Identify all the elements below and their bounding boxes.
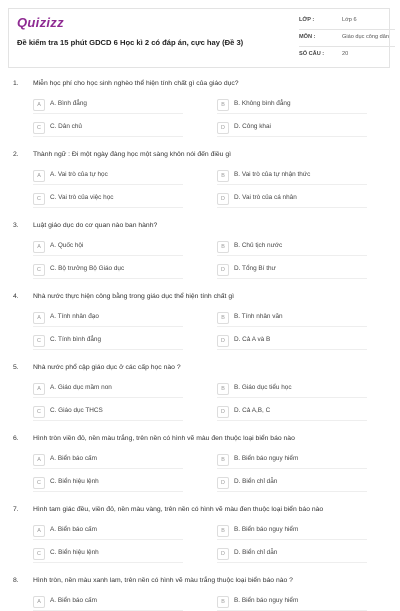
option-text: B. Biển báo nguy hiểm xyxy=(234,597,299,604)
option-text: B. Chủ tịch nước xyxy=(234,242,283,249)
question-number: 3. xyxy=(13,222,19,229)
question-text: Nhà nước phổ cập giáo dục ở các cấp học nào ? xyxy=(33,364,181,371)
option-underline xyxy=(217,468,367,469)
option-letter-box: B xyxy=(217,596,229,608)
question-number: 5. xyxy=(13,364,19,371)
option-underline xyxy=(217,326,367,327)
count-value: 20 xyxy=(342,51,349,57)
option-text: B. Không bình đẳng xyxy=(234,100,291,107)
question-text: Hình tam giác đều, viền đỏ, nền màu vàng, trên nền có hình vẽ màu đen thuộc loại biển báo nào xyxy=(33,506,324,513)
option-letter-box: C xyxy=(33,406,45,418)
option-text: D. Công khai xyxy=(234,123,271,130)
option-underline xyxy=(217,255,367,256)
option-underline xyxy=(217,278,367,279)
option-underline xyxy=(33,326,183,327)
option-underline xyxy=(33,113,183,114)
option-letter-box: B xyxy=(217,454,229,466)
class-label: LỚP : xyxy=(299,17,315,23)
option-text: C. Tính bình đẳng xyxy=(50,336,102,343)
option-letter-box: C xyxy=(33,477,45,489)
option-letter-box: A xyxy=(33,525,45,537)
option-letter-box: C xyxy=(33,548,45,560)
option-letter-box: C xyxy=(33,335,45,347)
option-text: D. Cả A và B xyxy=(234,336,271,343)
question-number: 2. xyxy=(13,151,19,158)
option-underline xyxy=(217,207,367,208)
option-text: A. Giáo dục mầm non xyxy=(50,384,112,391)
option-underline xyxy=(33,207,183,208)
option-text: B. Giáo dục tiểu học xyxy=(234,384,292,391)
question-text: Hình tròn, nền màu xanh lam, trên nền có hình vẽ màu trắng thuộc loại biển báo nào ? xyxy=(33,577,293,584)
option-text: A. Quốc hội xyxy=(50,242,84,249)
option-letter-box: B xyxy=(217,383,229,395)
question-number: 8. xyxy=(13,577,19,584)
question-text: Miễn học phí cho học sinh nghèo thể hiện tính chất gì của giáo dục? xyxy=(33,80,239,87)
option-underline xyxy=(217,113,367,114)
option-text: D. Cả A,B, C xyxy=(234,407,271,414)
option-underline xyxy=(33,420,183,421)
document-header xyxy=(8,8,390,68)
option-text: B. Biển báo nguy hiểm xyxy=(234,455,299,462)
option-letter-box: D xyxy=(217,335,229,347)
option-text: B. Biển báo nguy hiểm xyxy=(234,526,299,533)
option-underline xyxy=(33,539,183,540)
option-text: C. Dân chủ xyxy=(50,123,82,130)
option-letter-box: D xyxy=(217,406,229,418)
document-title: Đề kiểm tra 15 phút GDCD 6 Học kì 2 có đáp án, cực hay (Đề 3) xyxy=(17,38,244,47)
subject-value: Giáo dục công dân xyxy=(342,34,389,40)
count-label: SỐ CÂU : xyxy=(299,51,325,57)
option-text: C. Biển hiệu lệnh xyxy=(50,549,99,556)
option-letter-box: B xyxy=(217,525,229,537)
option-letter-box: B xyxy=(217,170,229,182)
option-letter-box: B xyxy=(217,99,229,111)
option-underline xyxy=(33,184,183,185)
option-text: A. Biển báo cấm xyxy=(50,597,97,604)
option-letter-box: C xyxy=(33,264,45,276)
option-letter-box: D xyxy=(217,122,229,134)
option-text: A. Biển báo cấm xyxy=(50,455,97,462)
class-value: Lớp 6 xyxy=(342,17,357,23)
option-letter-box: D xyxy=(217,477,229,489)
option-underline xyxy=(217,491,367,492)
question-number: 7. xyxy=(13,506,19,513)
option-letter-box: A xyxy=(33,312,45,324)
option-text: C. Giáo dục THCS xyxy=(50,407,103,414)
option-letter-box: A xyxy=(33,596,45,608)
option-text: D. Tổng Bí thư xyxy=(234,265,276,272)
question-text: Nhà nước thực hiện công bằng trong giáo dục thể hiện tính chất gì xyxy=(33,293,234,300)
option-text: A. Vai trò của tự học xyxy=(50,171,108,178)
option-underline xyxy=(33,397,183,398)
option-underline xyxy=(33,349,183,350)
option-letter-box: C xyxy=(33,122,45,134)
option-text: C. Biển hiệu lệnh xyxy=(50,478,99,485)
option-underline xyxy=(33,278,183,279)
question-number: 4. xyxy=(13,293,19,300)
option-text: B. Vai trò của tự nhận thức xyxy=(234,171,311,178)
option-underline xyxy=(217,184,367,185)
option-letter-box: D xyxy=(217,193,229,205)
option-underline xyxy=(33,255,183,256)
question-text: Luật giáo dục do cơ quan nào ban hành? xyxy=(33,222,158,229)
option-letter-box: D xyxy=(217,548,229,560)
quizizz-logo: Quizizz xyxy=(17,15,64,30)
option-text: C. Bộ trưởng Bộ Giáo dục xyxy=(50,265,125,272)
option-text: B. Tính nhân văn xyxy=(234,313,283,320)
option-underline xyxy=(33,491,183,492)
option-underline xyxy=(217,136,367,137)
option-text: D. Biển chỉ dẫn xyxy=(234,478,278,485)
option-text: A. Biển báo cấm xyxy=(50,526,97,533)
option-underline xyxy=(217,562,367,563)
meta-divider xyxy=(299,29,395,30)
option-underline xyxy=(33,562,183,563)
option-letter-box: A xyxy=(33,383,45,395)
option-letter-box: A xyxy=(33,454,45,466)
option-letter-box: B xyxy=(217,312,229,324)
option-underline xyxy=(217,420,367,421)
option-letter-box: B xyxy=(217,241,229,253)
option-letter-box: C xyxy=(33,193,45,205)
question-number: 6. xyxy=(13,435,19,442)
question-text: Thành ngữ : Đi một ngày đàng học một sàng khôn nói đến điều gì xyxy=(33,151,232,158)
option-letter-box: D xyxy=(217,264,229,276)
question-number: 1. xyxy=(13,80,19,87)
option-letter-box: A xyxy=(33,99,45,111)
option-text: C. Vai trò của việc học xyxy=(50,194,114,201)
option-text: A. Bình đẳng xyxy=(50,100,87,107)
question-text: Hình tròn viền đỏ, nền màu trắng, trên nền có hình vẽ màu đen thuộc loại biển báo nào xyxy=(33,435,295,442)
option-text: D. Biển chỉ dẫn xyxy=(234,549,278,556)
subject-label: MÔN : xyxy=(299,34,316,40)
option-letter-box: A xyxy=(33,241,45,253)
option-text: A. Tính nhân đạo xyxy=(50,313,99,320)
option-underline xyxy=(217,539,367,540)
option-text: D. Vai trò của cá nhân xyxy=(234,194,297,201)
option-underline xyxy=(217,397,367,398)
option-letter-box: A xyxy=(33,170,45,182)
option-underline xyxy=(33,136,183,137)
meta-divider xyxy=(299,46,395,47)
option-underline xyxy=(217,349,367,350)
option-underline xyxy=(33,468,183,469)
